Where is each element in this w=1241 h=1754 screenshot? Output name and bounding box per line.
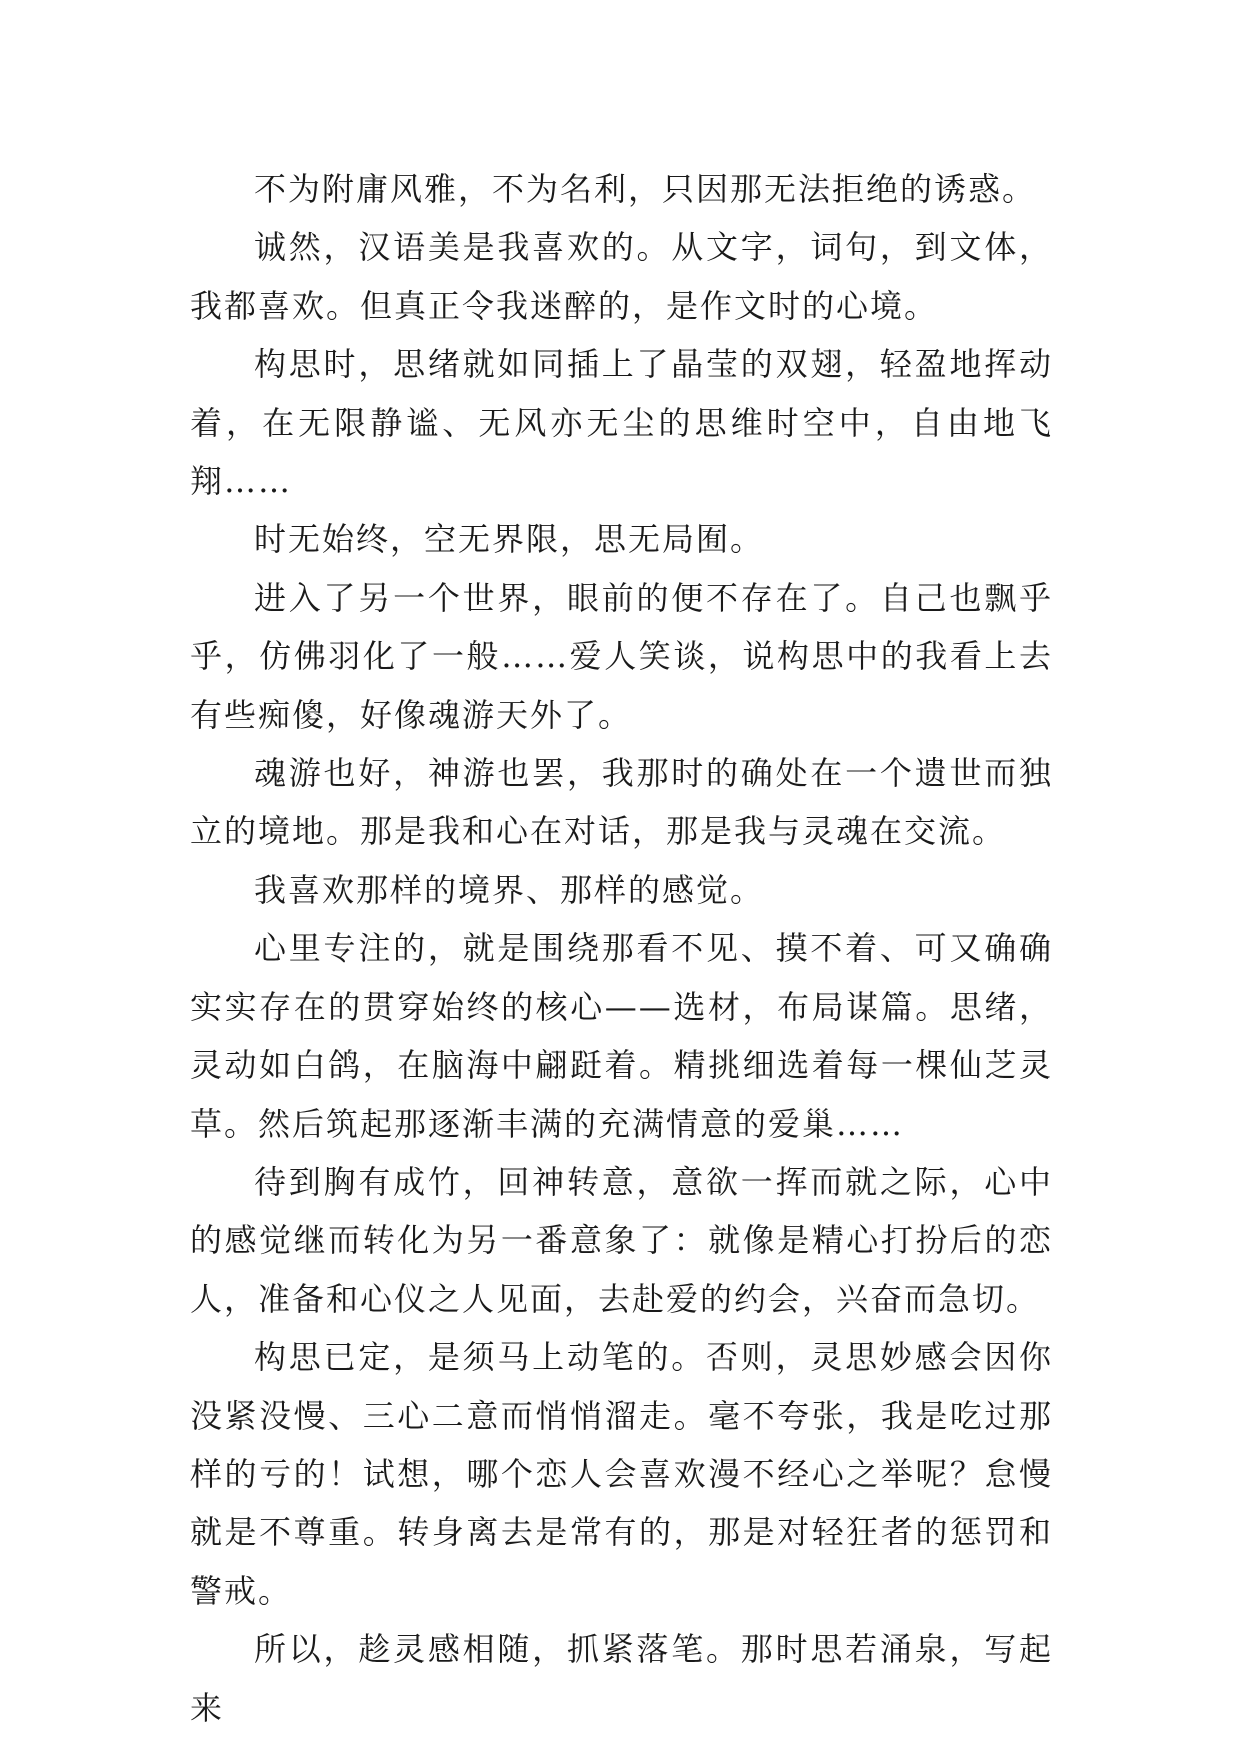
paragraph-5: 进入了另一个世界，眼前的便不存在了。自己也飘乎乎，仿佛羽化了一般……爱人笑谈，说构思中的我看上去有些痴傻，好像魂游天外了。 [190,578,1053,734]
paragraph-3: 构思时，思绪就如同插上了晶莹的双翅，轻盈地挥动着，在无限静谧、无风亦无尘的思维时空中，自由地飞翔…… [190,345,1053,501]
paragraph-10: 构思已定，是须马上动笔的。否则，灵思妙感会因你没紧没慢、三心二意而悄悄溜走。毫不夸张，我是吃过那样的亏的！试想，哪个恋人会喜欢漫不经心之举呢？怠慢就是不尊重。转身离去是常有的，那是对轻狂者的惩罚和警戒。 [190,1338,1053,1610]
paragraph-9: 待到胸有成竹，回神转意，意欲一挥而就之际，心中的感觉继而转化为另一番意象了：就像是精心打扮后的恋人，准备和心仪之人见面，去赴爱的约会，兴奋而急切。 [190,1162,1053,1318]
paragraph-4: 时无始终，空无界限，思无局囿。 [254,520,765,559]
paragraph-11: 所以，趁灵感相随，抓紧落笔。那时思若涌泉，写起来 [190,1630,1053,1727]
paragraph-2: 诚然，汉语美是我喜欢的。从文字，词句，到文体，我都喜欢。但真正令我迷醉的，是作文时的心境。 [190,228,1053,325]
article-body [190,160,1053,1737]
paragraph-1: 不为附庸风雅，不为名利，只因那无法拒绝的诱惑。 [254,170,1037,208]
paragraph-8: 心里专注的，就是围绕那看不见、摸不着、可又确确实实存在的贯穿始终的核心——选材，布局谋篇。思绪，灵动如白鸽，在脑海中翩跹着。精挑细选着每一棵仙芝灵草。然后筑起那逐渐丰满的充满情意的爱巢…… [190,929,1053,1143]
paragraph-6: 魂游也好，神游也罢，我那时的确处在一个遗世而独立的境地。那是我和心在对话，那是我与灵魂在交流。 [190,754,1053,851]
paragraph-7: 我喜欢那样的境界、那样的感觉。 [254,870,765,909]
